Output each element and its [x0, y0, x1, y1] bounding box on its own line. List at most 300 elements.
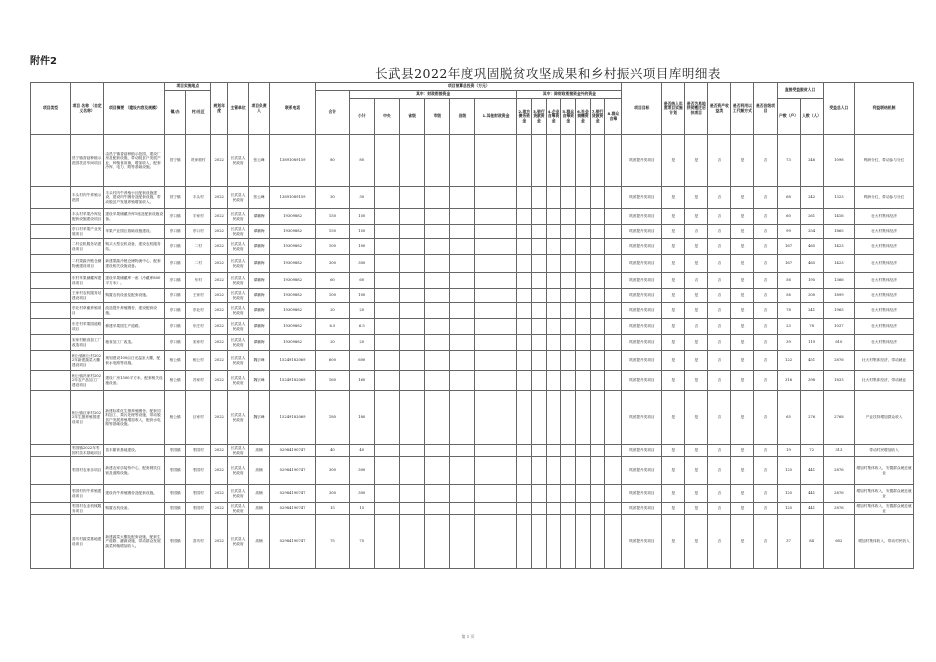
cell-town: 昌宁镇 [165, 187, 186, 209]
cell-labor: 是 [731, 485, 754, 503]
cell-dept: 长武县人民政府 [228, 515, 249, 569]
cell-empty [590, 225, 605, 239]
cell-name: 昌宁镇香菇种植示范园扶贫车间项目 [70, 135, 104, 187]
cell-asset: 否 [708, 187, 731, 209]
cell-in-plan: 是 [662, 503, 685, 515]
cell-dept: 长武县人民政府 [228, 319, 249, 335]
cell-empty [546, 351, 561, 371]
cell-empty [517, 371, 532, 391]
cell-in-plan: 是 [662, 289, 685, 303]
cell-year: 2022 [211, 255, 228, 273]
cell-village: 巨家村 [186, 391, 211, 445]
cell-empty [425, 445, 450, 457]
header-county: 县级 [450, 99, 475, 135]
cell-asset: 否 [708, 289, 731, 303]
header-village: 村/社区 [186, 91, 211, 135]
cell-mechanism: 壮大村集体经济 [855, 319, 914, 335]
cell-in-plan: 是 [662, 335, 685, 351]
cell-mechanism: 利润分红，带动参与分红 [855, 187, 914, 209]
cell-pop-change: 1865 [823, 225, 854, 239]
cell-owner: 高楠 [249, 457, 270, 485]
cell-empty [400, 239, 425, 255]
header-subtotal: 小计 [349, 99, 374, 135]
table-row [31, 187, 914, 209]
cell-empty [532, 457, 547, 485]
cell-empty [605, 303, 622, 319]
cell-village: 亭北村 [186, 303, 211, 319]
cell-empty [576, 135, 591, 187]
cell-empty [576, 239, 591, 255]
cell-mechanism: 壮大村集体经济 [855, 239, 914, 255]
cell-empty [517, 255, 532, 273]
cell-empty [546, 289, 561, 303]
table-row [31, 239, 914, 255]
cell-total: 100 [316, 289, 350, 303]
cell-name: 丰头村苹果冷库及配套设施建设项目 [70, 209, 104, 225]
cell-type [31, 135, 71, 187]
cell-year: 2022 [211, 239, 228, 255]
cell-empty [590, 303, 605, 319]
cell-empty [517, 485, 532, 503]
cell-empty [425, 391, 450, 445]
cell-relocation: 否 [685, 319, 708, 335]
cell-empty [374, 273, 399, 289]
cell-name: 东村苹果储藏库建设项目 [70, 273, 104, 289]
cell-goal: 巩固提升类项目 [622, 289, 662, 303]
cell-households: 56 [777, 289, 800, 303]
cell-total: 180 [316, 391, 350, 445]
cell-empty [561, 289, 576, 303]
cell-empty [400, 273, 425, 289]
cell-summary: 新建农家乐接待中心，配套餐饮住宿及道路设施。 [104, 457, 165, 485]
cell-empty [400, 351, 425, 371]
header-nf7: 8.群众自筹 [605, 99, 622, 135]
cell-total: 6.5 [316, 319, 350, 335]
cell-name: 亭北村草畜养殖项目 [70, 303, 104, 319]
cell-relocation: 是 [685, 289, 708, 303]
cell-pop-change: 1833 [823, 371, 854, 391]
header-project-name: 项目 名称 （自定 义名称） [70, 83, 104, 135]
cell-village: 宋家村 [186, 335, 211, 351]
cell-village: 香坊村 [186, 515, 211, 569]
cell-type [31, 289, 71, 303]
header-persons: 人数（人） [800, 99, 823, 135]
cell-relocation: 是 [685, 485, 708, 503]
cell-type [31, 335, 71, 351]
cell-empty [561, 187, 576, 209]
cell-empty [532, 239, 547, 255]
cell-empty [517, 225, 532, 239]
cell-relocation: 是 [685, 391, 708, 445]
cell-summary: 新建蔬菜大棚及配套设施，配套生产道路、灌溉设施，带动群众发展蔬菜种植增加收入。 [104, 515, 165, 569]
cell-relocation: 否 [685, 225, 708, 239]
cell-labor: 是 [731, 445, 754, 457]
cell-persons: 261 [800, 209, 823, 225]
cell-sub: 300 [349, 255, 374, 273]
cell-empty [590, 351, 605, 371]
cell-dept: 长武县人民政府 [228, 457, 249, 485]
cell-sub: 75 [349, 515, 374, 569]
cell-empty [450, 187, 475, 209]
cell-empty [400, 457, 425, 485]
cell-phone: 19309882 [270, 239, 316, 255]
cell-empty [400, 255, 425, 273]
cell-year: 2022 [211, 187, 228, 209]
cell-empty [374, 255, 399, 273]
cell-empty [546, 371, 561, 391]
cell-county-level: 否 [754, 273, 777, 289]
cell-empty [400, 515, 425, 569]
cell-in-plan: 是 [662, 225, 685, 239]
cell-empty [590, 209, 605, 225]
cell-owner: 高楠 [249, 503, 270, 515]
cell-households: 122 [777, 351, 800, 371]
cell-county-level: 否 [754, 335, 777, 351]
cell-mechanism: 壮大村集体经济 [855, 225, 914, 239]
cell-summary: 建设苹果储藏库一座（冷藏库800平方米）。 [104, 273, 165, 289]
cell-empty [590, 485, 605, 503]
cell-dept: 长武县人民政府 [228, 351, 249, 371]
cell-empty [576, 273, 591, 289]
cell-dept: 长武县人民政府 [228, 255, 249, 273]
cell-empty [475, 187, 517, 209]
cell-owner: 谭鹏梅 [249, 303, 270, 319]
cell-county-level: 否 [754, 239, 777, 255]
cell-type [31, 457, 71, 485]
cell-county-level: 否 [754, 445, 777, 457]
page-title: 长武县2022年度巩固脱贫攻坚成果和乡村振兴项目库明细表 [375, 66, 721, 81]
cell-dept: 长武县人民政府 [228, 135, 249, 187]
cell-households: 316 [777, 371, 800, 391]
table-header [31, 83, 914, 135]
cell-empty [561, 303, 576, 319]
cell-persons: 72 [800, 445, 823, 457]
cell-empty [605, 239, 622, 255]
cell-empty [561, 351, 576, 371]
cell-labor: 是 [731, 457, 754, 485]
cell-sub: 600 [349, 351, 374, 371]
cell-mechanism: 壮大村集体经济 [855, 303, 914, 319]
cell-year: 2022 [211, 135, 228, 187]
cell-in-plan: 是 [662, 485, 685, 503]
cell-owner: 谭鹏梅 [249, 225, 270, 239]
cell-town: 枣园镇 [165, 457, 186, 485]
cell-relocation: 是 [685, 457, 708, 485]
cell-empty [546, 515, 561, 569]
cell-town: 亭口镇 [165, 209, 186, 225]
cell-labor: 是 [731, 351, 754, 371]
cell-in-plan: 是 [662, 187, 685, 209]
cell-summary: 改造提升养殖圈舍，建设配套设施。 [104, 303, 165, 319]
cell-empty [590, 371, 605, 391]
cell-owner: 谭鹏梅 [249, 289, 270, 303]
cell-sub: 15 [349, 503, 374, 515]
cell-year: 2022 [211, 351, 228, 371]
cell-empty [532, 225, 547, 239]
cell-county-level: 否 [754, 515, 777, 569]
cell-asset: 否 [708, 255, 731, 273]
cell-empty [605, 289, 622, 303]
cell-goal: 巩固提升类项目 [622, 457, 662, 485]
cell-relocation: 是 [685, 209, 708, 225]
cell-goal: 巩固提升类项目 [622, 255, 662, 273]
cell-in-plan: 是 [662, 135, 685, 187]
cell-summary: 购买大型农机设备，建设农机服务站。 [104, 239, 165, 255]
cell-relocation: 是 [685, 503, 708, 515]
cell-empty [517, 391, 532, 445]
table-row [31, 515, 914, 569]
header-mechanism: 利益联结机制 [855, 83, 914, 135]
cell-phone: 19309882 [270, 289, 316, 303]
cell-empty [374, 303, 399, 319]
cell-empty [605, 335, 622, 351]
cell-year: 2022 [211, 391, 228, 445]
cell-empty [576, 319, 591, 335]
cell-empty [425, 209, 450, 225]
cell-pop-change: 610 [823, 335, 854, 351]
cell-households: 56 [777, 273, 800, 289]
cell-asset: 否 [708, 457, 731, 485]
cell-empty [532, 485, 547, 503]
cell-labor: 是 [731, 503, 754, 515]
cell-village: 枣园村 [186, 485, 211, 503]
cell-persons: 195 [800, 273, 823, 289]
cell-pop-change: 1323 [823, 187, 854, 209]
cell-summary: 购置农机设备。 [104, 503, 165, 515]
cell-mechanism: 壮大村集体经济 [855, 273, 914, 289]
cell-empty [450, 515, 475, 569]
header-nf4: 5.群众自筹资金 [561, 99, 576, 135]
table-row [31, 255, 914, 273]
cell-type [31, 187, 71, 209]
table-row [31, 319, 914, 335]
cell-mechanism: 壮大村集体经济 [855, 255, 914, 273]
cell-total: 300 [316, 255, 350, 273]
cell-relocation: 是 [685, 303, 708, 319]
cell-total: 75 [316, 515, 350, 569]
cell-empty [450, 135, 475, 187]
cell-phone: 19309882 [270, 273, 316, 289]
cell-households: 60 [777, 209, 800, 225]
cell-town: 亭口镇 [165, 239, 186, 255]
cell-persons: 441 [800, 485, 823, 503]
cell-mechanism: 增加村集体收入，安置群众就近就业 [855, 457, 914, 485]
cell-village: 枣园村 [186, 503, 211, 515]
header-in-plan: 是否纳入年度项目实施计划 [662, 83, 685, 135]
cell-year: 2022 [211, 289, 228, 303]
page-footer: 第 1 页 [461, 634, 475, 639]
cell-empty [450, 457, 475, 485]
cell-empty [425, 503, 450, 515]
cell-year: 2022 [211, 457, 228, 485]
cell-empty [517, 135, 532, 187]
cell-empty [605, 187, 622, 209]
cell-persons: 398 [800, 371, 823, 391]
cell-pop-change: 1423 [823, 239, 854, 255]
cell-asset: 否 [708, 503, 731, 515]
cell-households: 39 [777, 335, 800, 351]
cell-empty [517, 351, 532, 371]
table-row [31, 445, 914, 457]
cell-empty [561, 273, 576, 289]
cell-empty [475, 135, 517, 187]
cell-goal: 巩固提升类项目 [622, 351, 662, 371]
cell-empty [590, 239, 605, 255]
cell-pop-change: 2876 [823, 485, 854, 503]
cell-labor: 是 [731, 209, 754, 225]
cell-dept: 长武县人民政府 [228, 273, 249, 289]
cell-labor: 是 [731, 371, 754, 391]
cell-empty [590, 503, 605, 515]
cell-dept: 长武县人民政府 [228, 187, 249, 209]
cell-mechanism: 产业扶持增加群众收入 [855, 391, 914, 445]
header-owner: 项目负责人 [249, 83, 270, 135]
cell-empty [561, 371, 576, 391]
cell-phone: 19309882 [270, 225, 316, 239]
cell-relocation: 是 [685, 255, 708, 273]
cell-total: 20 [316, 303, 350, 319]
cell-type [31, 209, 71, 225]
cell-empty [400, 289, 425, 303]
cell-dept: 长武县人民政府 [228, 225, 249, 239]
cell-empty [475, 515, 517, 569]
cell-empty [532, 371, 547, 391]
cell-empty [605, 445, 622, 457]
cell-type [31, 255, 71, 273]
cell-goal: 巩固提升类项目 [622, 445, 662, 457]
cell-empty [400, 187, 425, 209]
cell-county-level: 否 [754, 289, 777, 303]
cell-goal: 巩固提升类项目 [622, 273, 662, 289]
table-row [31, 225, 914, 239]
cell-persons: 242 [800, 187, 823, 209]
cell-empty [561, 503, 576, 515]
cell-empty [605, 485, 622, 503]
cell-empty [475, 391, 517, 445]
cell-empty [425, 289, 450, 303]
cell-pop-change: 1416 [823, 209, 854, 225]
cell-sub: 6.5 [349, 319, 374, 335]
cell-empty [374, 335, 399, 351]
cell-empty [605, 371, 622, 391]
cell-persons: 276 [800, 391, 823, 445]
cell-persons: 241 [800, 303, 823, 319]
cell-sub: 30 [349, 187, 374, 209]
cell-empty [532, 391, 547, 445]
cell-town: 亭口镇 [165, 273, 186, 289]
table-row [31, 503, 914, 515]
cell-owner: 高楠 [249, 485, 270, 503]
cell-year: 2022 [211, 503, 228, 515]
cell-summary: 由昌宁镇香菇种植示范园，建设厂房及配套设施，带动脱贫户发展产业，种植食用菌，增加收入，配套冷库、电力、路等基础设施。 [104, 135, 165, 187]
cell-empty [576, 351, 591, 371]
cell-labor: 是 [731, 335, 754, 351]
cell-empty [546, 135, 561, 187]
cell-mechanism: 壮大村集体经济，带动就业 [855, 351, 914, 371]
cell-owner: 魏宗峰 [249, 391, 270, 445]
cell-empty [590, 135, 605, 187]
cell-dept: 长武县人民政府 [228, 289, 249, 303]
cell-empty [561, 225, 576, 239]
cell-dept: 长武县人民政府 [228, 209, 249, 225]
cell-name: 宋家村粮食加工厂改造项目 [70, 335, 104, 351]
cell-in-plan: 是 [662, 255, 685, 273]
cell-empty [400, 225, 425, 239]
cell-empty [590, 457, 605, 485]
cell-name: 枣园村农家乐项目 [70, 457, 104, 485]
cell-empty [546, 485, 561, 503]
cell-in-plan: 是 [662, 319, 685, 335]
cell-dept: 长武县人民政府 [228, 391, 249, 445]
cell-town: 枣园镇 [165, 503, 186, 515]
cell-town: 亭口镇 [165, 319, 186, 335]
cell-county-level: 否 [754, 391, 777, 445]
cell-empty [532, 351, 547, 371]
cell-asset: 否 [708, 335, 731, 351]
cell-phone: 13891089159 [270, 135, 316, 187]
cell-summary: 建设肉牛养殖圈舍及配套设施。 [104, 485, 165, 503]
cell-empty [561, 485, 576, 503]
cell-empty [590, 289, 605, 303]
cell-pop-change: 2876 [823, 457, 854, 485]
cell-empty [590, 319, 605, 335]
cell-empty [400, 371, 425, 391]
cell-empty [374, 457, 399, 485]
cell-empty [425, 303, 450, 319]
cell-owner: 高楠 [249, 515, 270, 569]
cell-empty [517, 457, 532, 485]
header-central: 中央 [374, 99, 399, 135]
cell-phone: 15249182069 [270, 391, 316, 445]
cell-goal: 巩固提升类项目 [622, 485, 662, 503]
cell-households: 167 [777, 255, 800, 273]
cell-labor: 是 [731, 239, 754, 255]
cell-year: 2022 [211, 515, 228, 569]
cell-year: 2022 [211, 303, 228, 319]
cell-empty [475, 335, 517, 351]
cell-labor: 是 [731, 319, 754, 335]
cell-name: 枣园镇2022年枣园村苗木基地项目 [70, 445, 104, 457]
cell-empty [532, 303, 547, 319]
cell-owner: 谭鹏梅 [249, 239, 270, 255]
cell-empty [576, 445, 591, 457]
cell-empty [576, 209, 591, 225]
cell-empty [374, 319, 399, 335]
cell-owner: 张云峰 [249, 187, 270, 209]
cell-relocation: 是 [685, 135, 708, 187]
cell-asset: 否 [708, 371, 731, 391]
cell-mechanism: 壮大村集体经济 [855, 209, 914, 225]
header-goal: 项目目标 [622, 83, 662, 135]
cell-persons: 441 [800, 503, 823, 515]
cell-empty [546, 225, 561, 239]
cell-empty [450, 445, 475, 457]
cell-persons: 441 [800, 457, 823, 485]
cell-empty [400, 135, 425, 187]
cell-total: 15 [316, 503, 350, 515]
cell-empty [425, 457, 450, 485]
cell-county-level: 否 [754, 319, 777, 335]
header-nf6: 7.银行贷款资金 [590, 99, 605, 135]
table-row [31, 391, 914, 445]
header-total: 合计 [316, 91, 350, 135]
cell-village: 丰头村 [186, 187, 211, 209]
cell-empty [561, 391, 576, 445]
cell-empty [425, 239, 450, 255]
cell-mechanism: 壮大村集体经济，带动就业 [855, 371, 914, 391]
cell-empty [450, 391, 475, 445]
cell-persons: 200 [800, 289, 823, 303]
